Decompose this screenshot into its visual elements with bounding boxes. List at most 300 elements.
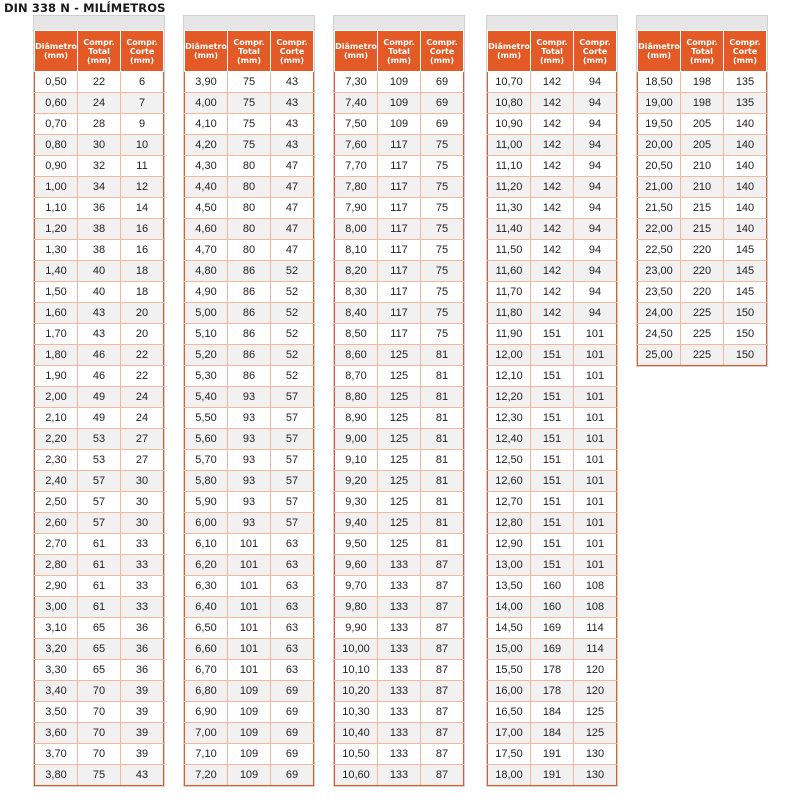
header-text: Diâmetro	[488, 42, 530, 51]
cell-diameter: 9,10	[335, 450, 378, 471]
cell-cut-length: 69	[271, 723, 314, 744]
table-row	[335, 366, 464, 387]
cell-cut-length: 120	[574, 681, 617, 702]
cell-diameter: 12,60	[488, 471, 531, 492]
table-row	[35, 240, 164, 261]
cell-cut-length: 81	[421, 345, 464, 366]
cell-total-length: 117	[378, 219, 421, 240]
cell-total-length: 75	[228, 72, 271, 93]
cell-total-length: 142	[531, 72, 574, 93]
cell-cut-length: 94	[574, 114, 617, 135]
cell-cut-length: 63	[271, 639, 314, 660]
cell-cut-length: 81	[421, 387, 464, 408]
cell-diameter: 5,90	[185, 492, 228, 513]
cell-diameter: 2,70	[35, 534, 78, 555]
cell-cut-length: 114	[574, 639, 617, 660]
table-row	[488, 681, 617, 702]
table-row	[35, 492, 164, 513]
cell-total-length: 142	[531, 219, 574, 240]
cell-diameter: 4,30	[185, 156, 228, 177]
table-row	[335, 639, 464, 660]
header-text: Compr.	[536, 37, 568, 47]
cell-diameter: 4,50	[185, 198, 228, 219]
cell-diameter: 24,00	[638, 303, 681, 324]
header-text: (mm)	[280, 55, 304, 65]
cell-cut-length: 39	[121, 681, 164, 702]
header-text: (mm)	[540, 55, 564, 65]
cell-cut-length: 94	[574, 219, 617, 240]
column-cap	[184, 16, 314, 30]
cell-cut-length: 52	[271, 366, 314, 387]
cell-diameter: 7,30	[335, 72, 378, 93]
cell-total-length: 151	[531, 555, 574, 576]
table-row	[638, 135, 767, 156]
cell-total-length: 86	[228, 261, 271, 282]
cell-total-length: 191	[531, 765, 574, 786]
cell-total-length: 65	[78, 618, 121, 639]
cell-diameter: 10,60	[335, 765, 378, 786]
cell-diameter: 1,00	[35, 177, 78, 198]
header-text: Total	[388, 46, 410, 56]
cell-diameter: 5,80	[185, 471, 228, 492]
cell-cut-length: 94	[574, 72, 617, 93]
table-row	[35, 387, 164, 408]
cell-diameter: 7,50	[335, 114, 378, 135]
cell-cut-length: 81	[421, 471, 464, 492]
table-row	[488, 534, 617, 555]
table-row	[35, 177, 164, 198]
drill-size-table	[184, 30, 314, 786]
table-row	[185, 198, 314, 219]
table-row	[185, 345, 314, 366]
cell-cut-length: 39	[121, 702, 164, 723]
cell-total-length: 109	[228, 723, 271, 744]
table-row	[488, 219, 617, 240]
header-diameter	[185, 31, 228, 72]
cell-total-length: 93	[228, 450, 271, 471]
cell-cut-length: 27	[121, 450, 164, 471]
cell-cut-length: 14	[121, 198, 164, 219]
cell-cut-length: 43	[271, 135, 314, 156]
cell-diameter: 11,90	[488, 324, 531, 345]
cell-total-length: 142	[531, 156, 574, 177]
cell-diameter: 12,70	[488, 492, 531, 513]
header-cut-length	[271, 31, 314, 72]
cell-cut-length: 130	[574, 744, 617, 765]
table-row	[335, 261, 464, 282]
cell-total-length: 49	[78, 408, 121, 429]
table-row	[638, 303, 767, 324]
table-row	[638, 345, 767, 366]
cell-diameter: 6,10	[185, 534, 228, 555]
cell-total-length: 225	[681, 345, 724, 366]
cell-total-length: 117	[378, 198, 421, 219]
cell-diameter: 8,10	[335, 240, 378, 261]
cell-diameter: 2,40	[35, 471, 78, 492]
cell-diameter: 3,20	[35, 639, 78, 660]
table-row	[185, 72, 314, 93]
table-column-4	[486, 15, 618, 787]
cell-cut-length: 69	[271, 765, 314, 786]
cell-total-length: 86	[228, 282, 271, 303]
table-row	[488, 639, 617, 660]
cell-total-length: 80	[228, 177, 271, 198]
table-row	[335, 303, 464, 324]
cell-cut-length: 24	[121, 387, 164, 408]
cell-diameter: 2,80	[35, 555, 78, 576]
cell-cut-length: 87	[421, 765, 464, 786]
cell-cut-length: 94	[574, 93, 617, 114]
table-row	[335, 744, 464, 765]
cell-diameter: 8,50	[335, 324, 378, 345]
cell-diameter: 4,70	[185, 240, 228, 261]
cell-cut-length: 33	[121, 555, 164, 576]
cell-cut-length: 75	[421, 177, 464, 198]
cell-total-length: 49	[78, 387, 121, 408]
cell-cut-length: 16	[121, 240, 164, 261]
cell-diameter: 11,70	[488, 282, 531, 303]
cell-total-length: 125	[378, 429, 421, 450]
cell-total-length: 117	[378, 177, 421, 198]
header-text: (mm)	[733, 55, 757, 65]
cell-total-length: 57	[78, 513, 121, 534]
cell-total-length: 70	[78, 744, 121, 765]
cell-total-length: 80	[228, 219, 271, 240]
cell-diameter: 11,80	[488, 303, 531, 324]
cell-cut-length: 12	[121, 177, 164, 198]
cell-diameter: 9,40	[335, 513, 378, 534]
table-row	[335, 219, 464, 240]
table-row	[335, 576, 464, 597]
cell-cut-length: 27	[121, 429, 164, 450]
cell-cut-length: 75	[421, 156, 464, 177]
header-cut-length	[574, 31, 617, 72]
cell-cut-length: 57	[271, 513, 314, 534]
header-text: (mm)	[344, 51, 368, 60]
cell-diameter: 3,50	[35, 702, 78, 723]
table-row	[185, 429, 314, 450]
cell-diameter: 5,20	[185, 345, 228, 366]
table-column-1	[33, 15, 165, 787]
cell-cut-length: 75	[421, 240, 464, 261]
cell-total-length: 75	[78, 765, 121, 786]
cell-total-length: 125	[378, 366, 421, 387]
cell-diameter: 10,90	[488, 114, 531, 135]
cell-diameter: 14,50	[488, 618, 531, 639]
cell-total-length: 151	[531, 408, 574, 429]
table-row	[488, 744, 617, 765]
page-title: DIN 338 N - MILÍMETROS	[4, 1, 166, 15]
cell-total-length: 57	[78, 492, 121, 513]
header-text: Total	[541, 46, 563, 56]
cell-total-length: 117	[378, 261, 421, 282]
cell-total-length: 86	[228, 303, 271, 324]
cell-cut-length: 57	[271, 492, 314, 513]
cell-diameter: 7,40	[335, 93, 378, 114]
table-row	[335, 492, 464, 513]
cell-total-length: 133	[378, 597, 421, 618]
cell-total-length: 80	[228, 198, 271, 219]
cell-cut-length: 101	[574, 387, 617, 408]
table-row	[488, 555, 617, 576]
cell-cut-length: 7	[121, 93, 164, 114]
header-text: (mm)	[583, 55, 607, 65]
cell-cut-length: 87	[421, 618, 464, 639]
table-row	[185, 450, 314, 471]
cell-diameter: 10,10	[335, 660, 378, 681]
cell-diameter: 0,80	[35, 135, 78, 156]
cell-total-length: 36	[78, 198, 121, 219]
header-text: Compr.	[126, 37, 158, 47]
header-text: Diâmetro	[335, 42, 377, 51]
table-row	[335, 324, 464, 345]
cell-cut-length: 24	[121, 408, 164, 429]
cell-cut-length: 94	[574, 261, 617, 282]
table-row	[488, 387, 617, 408]
table-row	[488, 492, 617, 513]
cell-diameter: 12,40	[488, 429, 531, 450]
cell-total-length: 22	[78, 72, 121, 93]
cell-total-length: 40	[78, 282, 121, 303]
cell-total-length: 40	[78, 261, 121, 282]
cell-cut-length: 69	[271, 702, 314, 723]
cell-diameter: 11,10	[488, 156, 531, 177]
cell-cut-length: 36	[121, 639, 164, 660]
cell-cut-length: 47	[271, 156, 314, 177]
table-row	[35, 450, 164, 471]
cell-diameter: 7,20	[185, 765, 228, 786]
cell-total-length: 70	[78, 723, 121, 744]
cell-diameter: 1,20	[35, 219, 78, 240]
table-row	[185, 303, 314, 324]
table-row	[35, 555, 164, 576]
cell-total-length: 53	[78, 450, 121, 471]
cell-total-length: 93	[228, 429, 271, 450]
table-row	[638, 156, 767, 177]
cell-diameter: 5,60	[185, 429, 228, 450]
cell-cut-length: 22	[121, 366, 164, 387]
cell-diameter: 12,00	[488, 345, 531, 366]
cell-total-length: 80	[228, 156, 271, 177]
cell-total-length: 101	[228, 639, 271, 660]
cell-cut-length: 101	[574, 492, 617, 513]
cell-total-length: 151	[531, 387, 574, 408]
cell-total-length: 125	[378, 492, 421, 513]
cell-cut-length: 69	[421, 93, 464, 114]
cell-total-length: 46	[78, 366, 121, 387]
table-row	[35, 282, 164, 303]
table-row	[35, 660, 164, 681]
table-row	[185, 387, 314, 408]
table-row	[335, 597, 464, 618]
cell-cut-length: 11	[121, 156, 164, 177]
cell-cut-length: 87	[421, 744, 464, 765]
cell-diameter: 1,50	[35, 282, 78, 303]
table-row	[185, 240, 314, 261]
header-total-length	[378, 31, 421, 72]
cell-cut-length: 150	[724, 303, 767, 324]
header-text: Total	[691, 46, 713, 56]
cell-total-length: 75	[228, 93, 271, 114]
table-row	[488, 429, 617, 450]
cell-cut-length: 101	[574, 408, 617, 429]
table-row	[35, 198, 164, 219]
column-cap	[34, 16, 164, 30]
cell-diameter: 9,20	[335, 471, 378, 492]
cell-diameter: 6,20	[185, 555, 228, 576]
header-text: (mm)	[87, 55, 111, 65]
cell-total-length: 101	[228, 660, 271, 681]
cell-total-length: 133	[378, 702, 421, 723]
cell-cut-length: 81	[421, 429, 464, 450]
cell-cut-length: 20	[121, 324, 164, 345]
cell-diameter: 4,60	[185, 219, 228, 240]
cell-cut-length: 57	[271, 429, 314, 450]
table-row	[488, 366, 617, 387]
table-row	[185, 156, 314, 177]
header-total-length	[681, 31, 724, 72]
cell-total-length: 65	[78, 660, 121, 681]
cell-diameter: 12,30	[488, 408, 531, 429]
cell-total-length: 38	[78, 219, 121, 240]
cell-total-length: 125	[378, 471, 421, 492]
cell-diameter: 7,10	[185, 744, 228, 765]
table-row	[335, 282, 464, 303]
cell-diameter: 6,70	[185, 660, 228, 681]
cell-diameter: 3,10	[35, 618, 78, 639]
cell-diameter: 9,90	[335, 618, 378, 639]
cell-diameter: 6,80	[185, 681, 228, 702]
table-column-2	[183, 15, 315, 787]
cell-diameter: 8,70	[335, 366, 378, 387]
table-row	[35, 597, 164, 618]
cell-total-length: 38	[78, 240, 121, 261]
cell-cut-length: 52	[271, 345, 314, 366]
header-text: Compr.	[276, 37, 308, 47]
table-row	[185, 765, 314, 786]
cell-cut-length: 18	[121, 261, 164, 282]
header-text: Compr.	[383, 37, 415, 47]
cell-diameter: 22,50	[638, 240, 681, 261]
cell-total-length: 109	[378, 72, 421, 93]
cell-cut-length: 57	[271, 450, 314, 471]
cell-total-length: 133	[378, 681, 421, 702]
table-row	[35, 156, 164, 177]
cell-diameter: 7,80	[335, 177, 378, 198]
cell-cut-length: 101	[574, 513, 617, 534]
table-row	[35, 513, 164, 534]
cell-cut-length: 87	[421, 639, 464, 660]
cell-cut-length: 57	[271, 471, 314, 492]
cell-total-length: 34	[78, 177, 121, 198]
cell-cut-length: 18	[121, 282, 164, 303]
cell-total-length: 125	[378, 534, 421, 555]
table-row	[488, 72, 617, 93]
cell-total-length: 117	[378, 303, 421, 324]
cell-cut-length: 145	[724, 261, 767, 282]
table-row	[35, 429, 164, 450]
cell-total-length: 205	[681, 114, 724, 135]
table-row	[35, 744, 164, 765]
cell-diameter: 1,60	[35, 303, 78, 324]
drill-size-table	[34, 30, 164, 786]
cell-diameter: 5,10	[185, 324, 228, 345]
header-cut-length	[724, 31, 767, 72]
cell-diameter: 11,00	[488, 135, 531, 156]
cell-total-length: 117	[378, 324, 421, 345]
table-row	[35, 576, 164, 597]
table-row	[335, 555, 464, 576]
cell-total-length: 178	[531, 660, 574, 681]
cell-cut-length: 39	[121, 723, 164, 744]
cell-total-length: 133	[378, 660, 421, 681]
cell-diameter: 6,50	[185, 618, 228, 639]
cell-diameter: 15,50	[488, 660, 531, 681]
cell-diameter: 2,50	[35, 492, 78, 513]
cell-cut-length: 108	[574, 576, 617, 597]
cell-total-length: 191	[531, 744, 574, 765]
cell-cut-length: 52	[271, 324, 314, 345]
header-diameter	[488, 31, 531, 72]
cell-cut-length: 69	[421, 114, 464, 135]
cell-diameter: 12,50	[488, 450, 531, 471]
cell-cut-length: 57	[271, 387, 314, 408]
header-text: Corte	[279, 46, 305, 56]
header-text: (mm)	[387, 55, 411, 65]
cell-diameter: 9,60	[335, 555, 378, 576]
cell-diameter: 2,20	[35, 429, 78, 450]
cell-cut-length: 94	[574, 135, 617, 156]
table-row	[488, 282, 617, 303]
cell-cut-length: 120	[574, 660, 617, 681]
header-text: Compr.	[729, 37, 761, 47]
cell-total-length: 57	[78, 471, 121, 492]
cell-cut-length: 63	[271, 576, 314, 597]
cell-total-length: 151	[531, 450, 574, 471]
table-row	[185, 618, 314, 639]
table-row	[335, 765, 464, 786]
header-text: (mm)	[44, 51, 68, 60]
table-row	[35, 681, 164, 702]
table-row	[335, 408, 464, 429]
header-text: (mm)	[237, 55, 261, 65]
table-row	[335, 429, 464, 450]
cell-diameter: 12,90	[488, 534, 531, 555]
cell-total-length: 133	[378, 618, 421, 639]
cell-diameter: 11,30	[488, 198, 531, 219]
table-row	[185, 576, 314, 597]
cell-diameter: 12,20	[488, 387, 531, 408]
cell-total-length: 109	[378, 114, 421, 135]
cell-total-length: 184	[531, 723, 574, 744]
cell-cut-length: 36	[121, 618, 164, 639]
header-row	[185, 31, 314, 72]
table-row	[185, 702, 314, 723]
table-row	[185, 744, 314, 765]
cell-total-length: 169	[531, 618, 574, 639]
cell-cut-length: 52	[271, 261, 314, 282]
cell-diameter: 4,10	[185, 114, 228, 135]
header-row	[35, 31, 164, 72]
table-row	[185, 177, 314, 198]
cell-diameter: 12,10	[488, 366, 531, 387]
cell-total-length: 133	[378, 576, 421, 597]
cell-diameter: 1,90	[35, 366, 78, 387]
table-row	[185, 114, 314, 135]
cell-cut-length: 20	[121, 303, 164, 324]
table-row	[488, 135, 617, 156]
cell-cut-length: 150	[724, 345, 767, 366]
